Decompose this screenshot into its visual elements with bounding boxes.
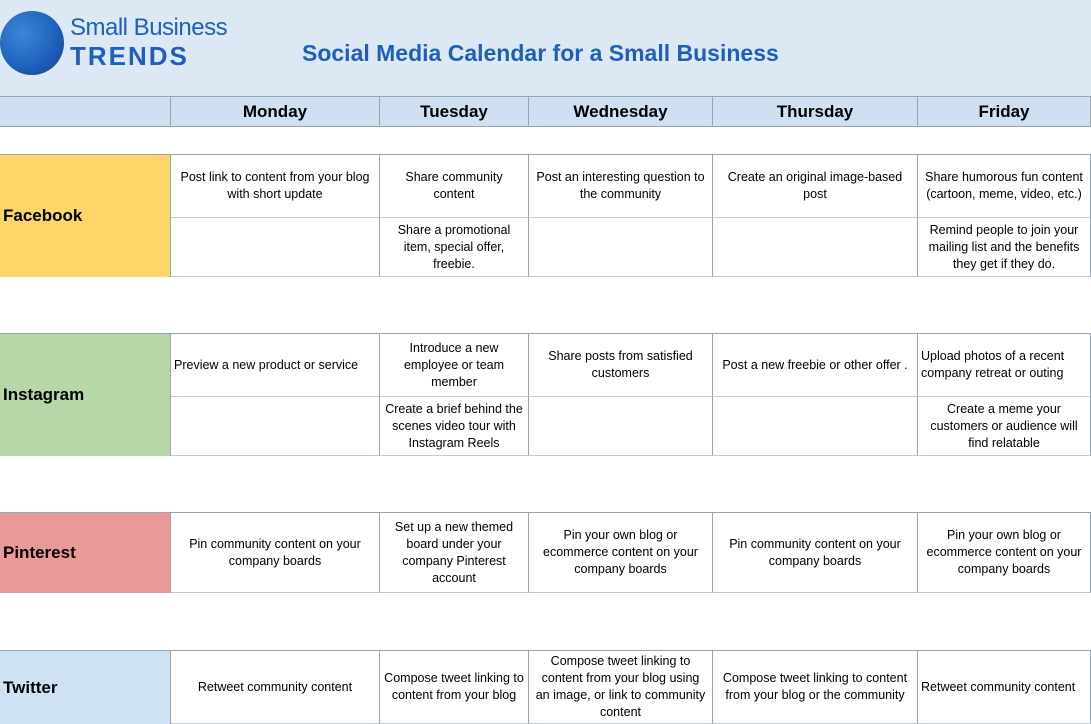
column-header-thursday: Thursday [713, 96, 918, 127]
calendar-cell: Retweet community content [171, 651, 380, 724]
calendar-cell: Preview a new product or service [171, 334, 380, 397]
calendar-cell [713, 218, 918, 277]
calendar-cell: Pin your own blog or ecommerce content on your company boards [529, 513, 713, 593]
column-header-wednesday: Wednesday [529, 96, 713, 127]
calendar-cell: Introduce a new employee or team member [380, 334, 529, 397]
calendar-cell: Create a brief behind the scenes video tour with Instagram Reels [380, 397, 529, 456]
calendar-cell: Create an original image-based post [713, 155, 918, 218]
calendar-cell [713, 397, 918, 456]
calendar-cell: Post link to content from your blog with short update [171, 155, 380, 218]
logo-text-line2: TRENDS [70, 41, 189, 71]
calendar-cell: Share a promotional item, special offer, freebie. [380, 218, 529, 277]
column-header-tuesday: Tuesday [380, 96, 529, 127]
calendar-cell: Post a new freebie or other offer . [713, 334, 918, 397]
calendar-cell: Pin community content on your company boards [713, 513, 918, 593]
calendar-cell: Post an interesting question to the community [529, 155, 713, 218]
calendar-cell: Pin your own blog or ecommerce content on your company boards [918, 513, 1091, 593]
column-header-blank [0, 96, 171, 127]
calendar-cell: Share posts from satisfied customers [529, 334, 713, 397]
page-title: Social Media Calendar for a Small Business [302, 40, 779, 66]
calendar-cell [529, 397, 713, 456]
calendar-cell: Upload photos of a recent company retreat or outing [918, 334, 1091, 397]
calendar-cell: Share community content [380, 155, 529, 218]
platform-label-twitter: Twitter [0, 651, 171, 724]
logo-text-line1: Small Business [70, 14, 228, 41]
calendar-cell: Retweet community content [918, 651, 1091, 724]
platform-label-pinterest: Pinterest [0, 513, 171, 593]
calendar-cell: Pin community content on your company boards [171, 513, 380, 593]
calendar-cell [529, 218, 713, 277]
calendar-cell: Compose tweet linking to content from your blog using an image, or link to community content [529, 651, 713, 724]
calendar-cell: Compose tweet linking to content from your blog [380, 651, 529, 724]
calendar-cell: Compose tweet linking to content from your blog or the community [713, 651, 918, 724]
column-header-monday: Monday [171, 96, 380, 127]
header-banner [0, 0, 1091, 96]
calendar-cell: Set up a new themed board under your company Pinterest account [380, 513, 529, 593]
calendar-cell: Create a meme your customers or audience will find relatable [918, 397, 1091, 456]
column-header-friday: Friday [918, 96, 1091, 127]
calendar-cell [171, 397, 380, 456]
logo-globe-icon [0, 11, 64, 75]
calendar-cell: Share humorous fun content (cartoon, meme, video, etc.) [918, 155, 1091, 218]
platform-label-instagram: Instagram [0, 334, 171, 456]
calendar-cell: Remind people to join your mailing list and the benefits they get if they do. [918, 218, 1091, 277]
platform-label-facebook: Facebook [0, 155, 171, 277]
calendar-cell [171, 218, 380, 277]
